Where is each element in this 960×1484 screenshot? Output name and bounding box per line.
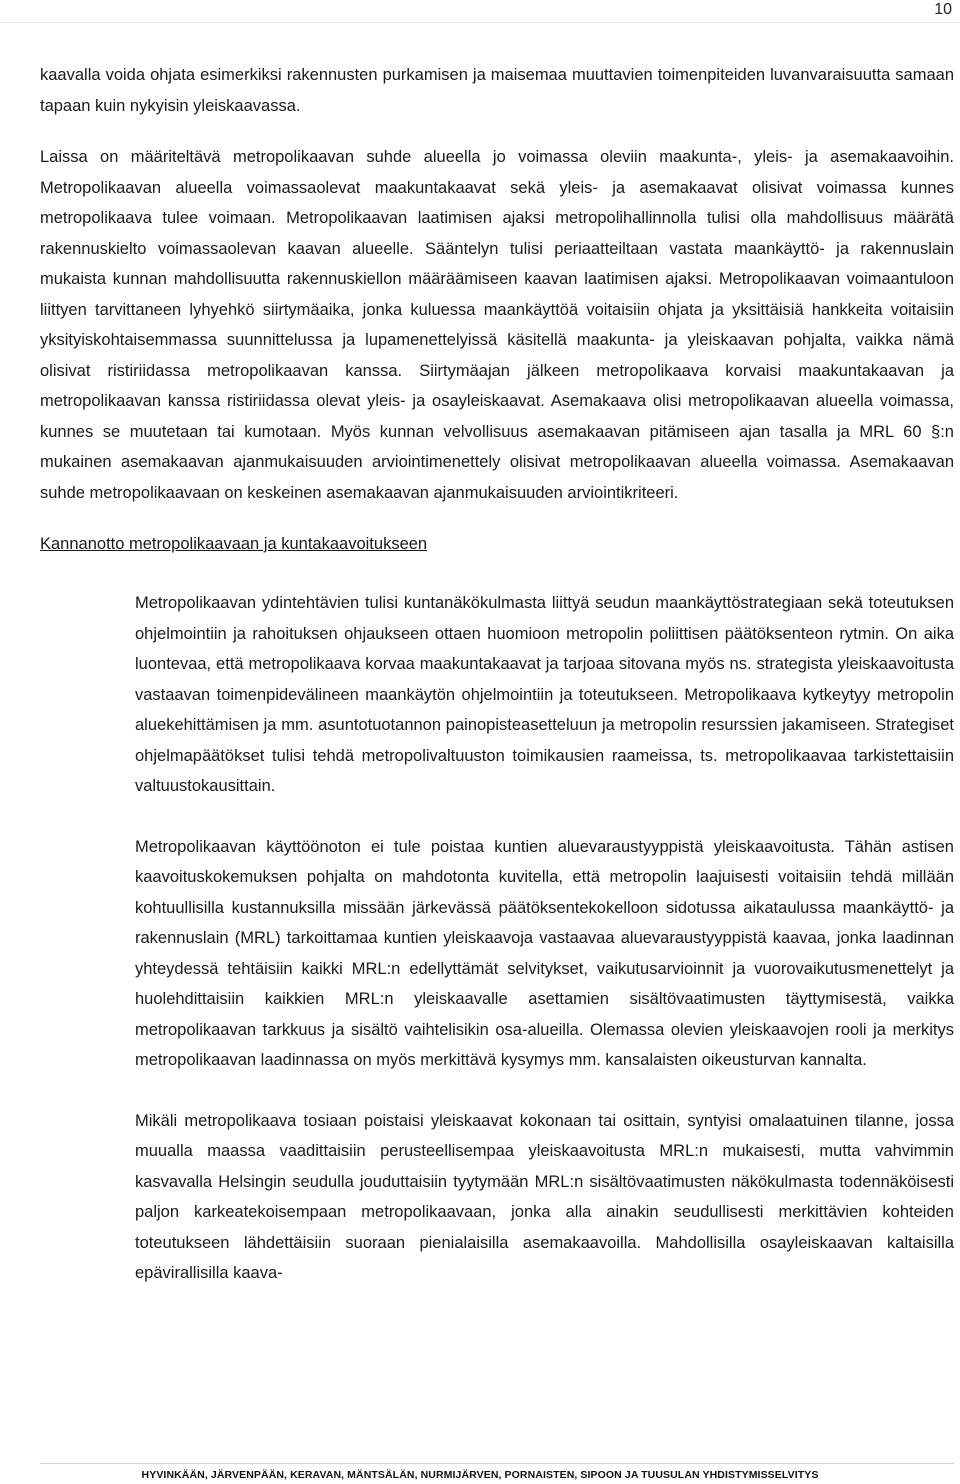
page-footer: HYVINKÄÄN, JÄRVENPÄÄN, KERAVAN, MÄNTSÄLÄN, NURMIJÄRVEN, PORNAISTEN, SIPOON JA TUUSULAN YHDISTYMISSELVITYS <box>141 1469 819 1481</box>
header-rule <box>0 22 960 23</box>
statement-paragraph-3: Mikäli metropolikaava tosiaan poistaisi yleiskaavat kokonaan tai osittain, syntyisi omalaatuinen tilanne, jossa muualla maassa vaadittaisiin perusteellisempaa yleiskaavoitusta MRL:n mukaisesti, mutta vahvimmin kasvavalla Helsingin seudulla jouduttaisiin tyytymään MRL:n sisältövaatimusten näkökulmasta todennäköisesti paljon karkeatekoisempaan metropolikaavaan, jonka alla ainakin seudullisesti merkittävien kohteiden toteutukseen lähdettäisiin suoraan pienialaisilla asemakaavoilla. Mahdollisilla osayleiskaavan kaltaisilla epävirallisilla kaava- <box>135 1111 954 1282</box>
section-heading: Kannanotto metropolikaavaan ja kuntakaavoitukseen <box>40 535 428 553</box>
page-number: 10 <box>934 1 952 18</box>
paragraph-continuation: kaavalla voida ohjata esimerkiksi rakennusten purkamisen ja maisemaa muuttavien toimenpiteiden luvanvaraisuutta samaan tapaan kuin nykyisin yleiskaavassa. <box>40 66 954 115</box>
statement-paragraph-1: Metropolikaavan ydintehtävien tulisi kuntanäkökulmasta liittyä seudun maankäyttöstrategiaan sekä toteutuksen ohjelmointiin ja rahoituksen ohjaukseen ottaen huomioon metropolin poliittisen päätöksenteon rytmin. On aika luontevaa, että metropolikaava korvaa maakuntakaavat ja tarjoaa sitovana myös ns. strategista yleiskaavoitusta vastaavan toimenpidevälineen maankäytön ohjelmointiin ja toteutukseen. Metropolikaava kytkeytyy metropolin aluekehittämisen ja mm. asuntotuotannon painopisteasetteluun ja metropolin resurssien jakamiseen. Strategiset ohjelmapäätökset tulisi tehdä metropolivaltuuston toimikausien raameissa, ts. metropolikaavaa tarkistettaisiin valtuustokausittain. <box>135 594 954 795</box>
footer-rule <box>40 1463 954 1464</box>
statement-paragraph-2: Metropolikaavan käyttöönoton ei tule poistaa kuntien aluevaraustyyppistä yleiskaavoitusta. Tähän astisen kaavoituskokemuksen pohjalta on mahdotonta kuvitella, että metropolin laajuisesti voitaisiin tehdä millään kohtuullisilla kustannuksilla missään järkevässä päätöksentekokelloon sidotussa aikataulussa maankäyttö- ja rakennuslain (MRL) tarkoittamaa kuntien yleiskaavoja vastaavaa aluevaraustyyppistä kaavaa, jonka laadinnan yhteydessä tehtäisiin kaikki MRL:n edellyttämät selvitykset, vaikutusarvioinnit ja vuorovaikutusmenettelyt ja huolehdittaisiin kaikkien MRL:n yleiskaavalle asettamien sisältövaatimusten täyttymisestä, vaikka metropolikaavan tarkkuus ja sisältö vaihtelisikin osa-alueilla. Olemassa olevien yleiskaavojen rooli ja merkitys metropolikaavan laadinnassa on myös merkittävä kysymys mm. kansalaisten oikeusturvan kannalta. <box>135 837 954 1069</box>
paragraph-relationship: Laissa on määriteltävä metropolikaavan suhde alueella jo voimassa oleviin maakunta-, yleis- ja asemakaavoihin. Metropolikaavan alueella voimassaolevat maakuntakaavat sekä yleis- ja asemakaavat olisivat voimassa kunnes metropolikaava tulee voimaan. Metropolikaavan laatimisen ajaksi metropolihallinnolla tulisi olla mahdollisuus määrätä rakennuskielto voimassaolevan kaavan alueelle. Sääntelyn tulisi periaatteiltaan vastata maankäyttö- ja rakennuslain mukaista kunnan mahdollisuutta rakennuskiellon määräämiseen kaavan laatimisen ajaksi. Metropolikaavan voimaantuloon liittyen tarvittaneen lyhyehkö siirtymäaika, jonka kuluessa maankäyttöä voitaisiin ohjata ja yksittäisiä hankkeita voitaisiin yksityiskohtaisemmassa suunnittelussa ja lupamenettelyissä käsitellä maakunta- ja yleiskaavan pohjalta, vaikka nämä olisivat ristiriidassa metropolikaavan kanssa. Siirtymäajan jälkeen metropolikaava korvaisi maakuntakaavan ja metropolikaavan kanssa ristiriidassa olevat yleis- ja osayleiskaavat. Asemakaava olisi metropolikaavan alueella voimassa, kunnes se muutetaan tai kumotaan. Myös kunnan velvollisuus asemakaavan pitämiseen ajan tasalla ja MRL 60 §:n mukainen asemakaavan ajanmukaisuuden arviointimenettely olisivat metropolikaavan alueella voimassa. Asemakaavan suhde metropolikaavaan on keskeinen asemakaavan ajanmukaisuuden arviointikriteeri. <box>40 148 954 502</box>
statement-block <box>135 588 954 1289</box>
document-body <box>40 60 954 1319</box>
